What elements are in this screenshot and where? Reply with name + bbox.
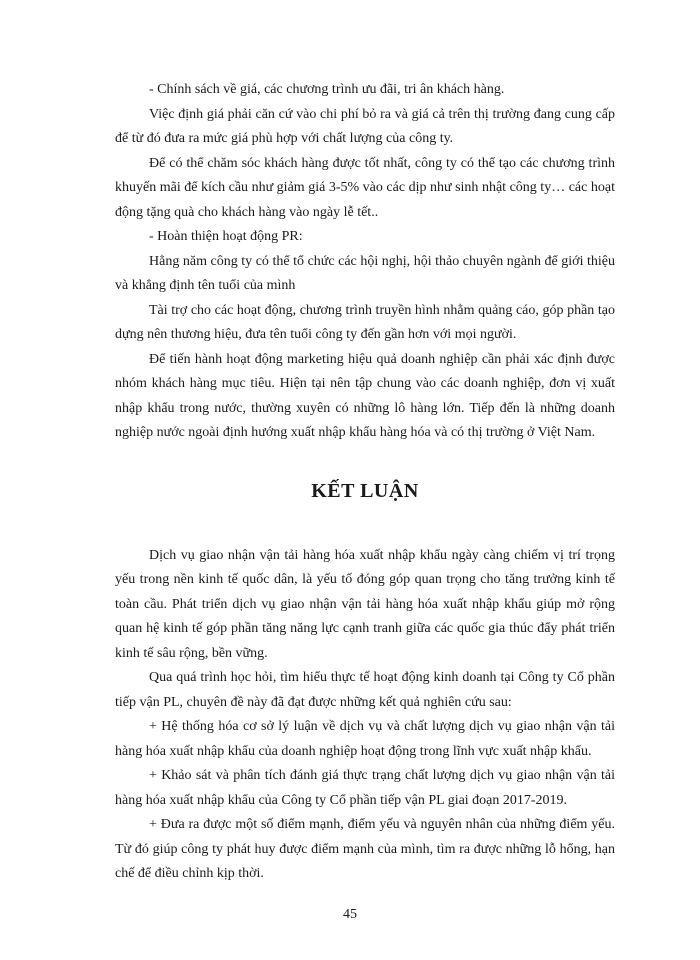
paragraph-marketing-target: Để tiến hành hoạt động marketing hiệu quả doanh nghiệp cần phải xác định được nhóm khách hàng mục tiêu. Hiện tại nên tập chung vào các doanh nghiệp, đơn vị xuất nhập khẩu trong nước, thường xuyên có những lô hàng lớn. Tiếp đến là những doanh nghiệp nước ngoài định hướng xuất nhập khẩu hàng hóa và có thị trường ở Việt Nam. (115, 351, 615, 440)
document-page (115, 78, 615, 887)
paragraph-pr-conferences: Hằng năm công ty có thể tổ chức các hội nghị, hội thảo chuyên ngành để giới thiệu và khẳng định tên tuổi của mình (115, 253, 615, 293)
paragraph-pricing-policy: - Chính sách về giá, các chương trình ưu đãi, tri ân khách hàng. (149, 82, 505, 97)
paragraph-pr-sponsorship: Tài trợ cho các hoạt động, chương trình truyền hình nhằm quảng cáo, góp phần tạo dựng nên thương hiệu, đưa tên tuổi công ty đến gần hơn với mọi người. (115, 302, 615, 342)
paragraph-pr-heading: - Hoàn thiện hoạt động PR: (149, 229, 303, 244)
paragraph-customer-care: Để có thể chăm sóc khách hàng được tốt nhất, công ty có thể tạo các chương trình khuyến mãi để kích cầu như giảm giá 3-5% vào các dịp như sinh nhật công ty… các hoạt động tặng quà cho khách hàng vào ngày lễ tết.. (115, 155, 615, 220)
page-number: 45 (343, 907, 357, 922)
paragraph-conclusion-intro: Dịch vụ giao nhận vận tải hàng hóa xuất nhập khẩu ngày càng chiếm vị trí trọng yếu trong nền kinh tế quốc dân, là yếu tố đóng góp quan trọng cho tăng trưởng kinh tế toàn cầu. Phát triển dịch vụ giao nhận vận tải hàng hóa xuất nhập khẩu giúp mở rộng quan hệ kinh tế góp phần tăng năng lực cạnh tranh giữa các quốc gia thúc đẩy phát triển kinh tế sâu rộng, bền vững. (115, 547, 615, 661)
paragraph-result-1: + Hệ thống hóa cơ sở lý luận về dịch vụ và chất lượng dịch vụ giao nhận vận tải hàng hóa xuất nhập khẩu của doanh nghiệp hoạt động trong lĩnh vực xuất nhập khẩu. (115, 719, 615, 759)
paragraph-conclusion-study: Qua quá trình học hỏi, tìm hiểu thực tế hoạt động kinh doanh tại Công ty Cổ phần tiếp vận PL, chuyên đề này đã đạt được những kết quả nghiên cứu sau: (115, 670, 615, 710)
paragraph-pricing-basis: Việc định giá phải căn cứ vào chi phí bỏ ra và giá cả trên thị trường đang cung cấp để từ đó đưa ra mức giá phù hợp với chất lượng của công ty. (115, 106, 615, 146)
paragraph-result-3: + Đưa ra được một số điểm mạnh, điểm yếu và nguyên nhân của những điểm yếu. Từ đó giúp công ty phát huy được điểm mạnh của mình, tìm ra được những lỗ hổng, hạn chế để điều chỉnh kịp thời. (115, 817, 615, 881)
conclusion-heading: KẾT LUẬN (311, 479, 419, 502)
paragraph-result-2: + Khảo sát và phân tích đánh giá thực trạng chất lượng dịch vụ giao nhận vận tải hàng hóa xuất nhập khẩu của Công ty Cổ phần tiếp vận PL giai đoạn 2017-2019. (115, 768, 615, 808)
